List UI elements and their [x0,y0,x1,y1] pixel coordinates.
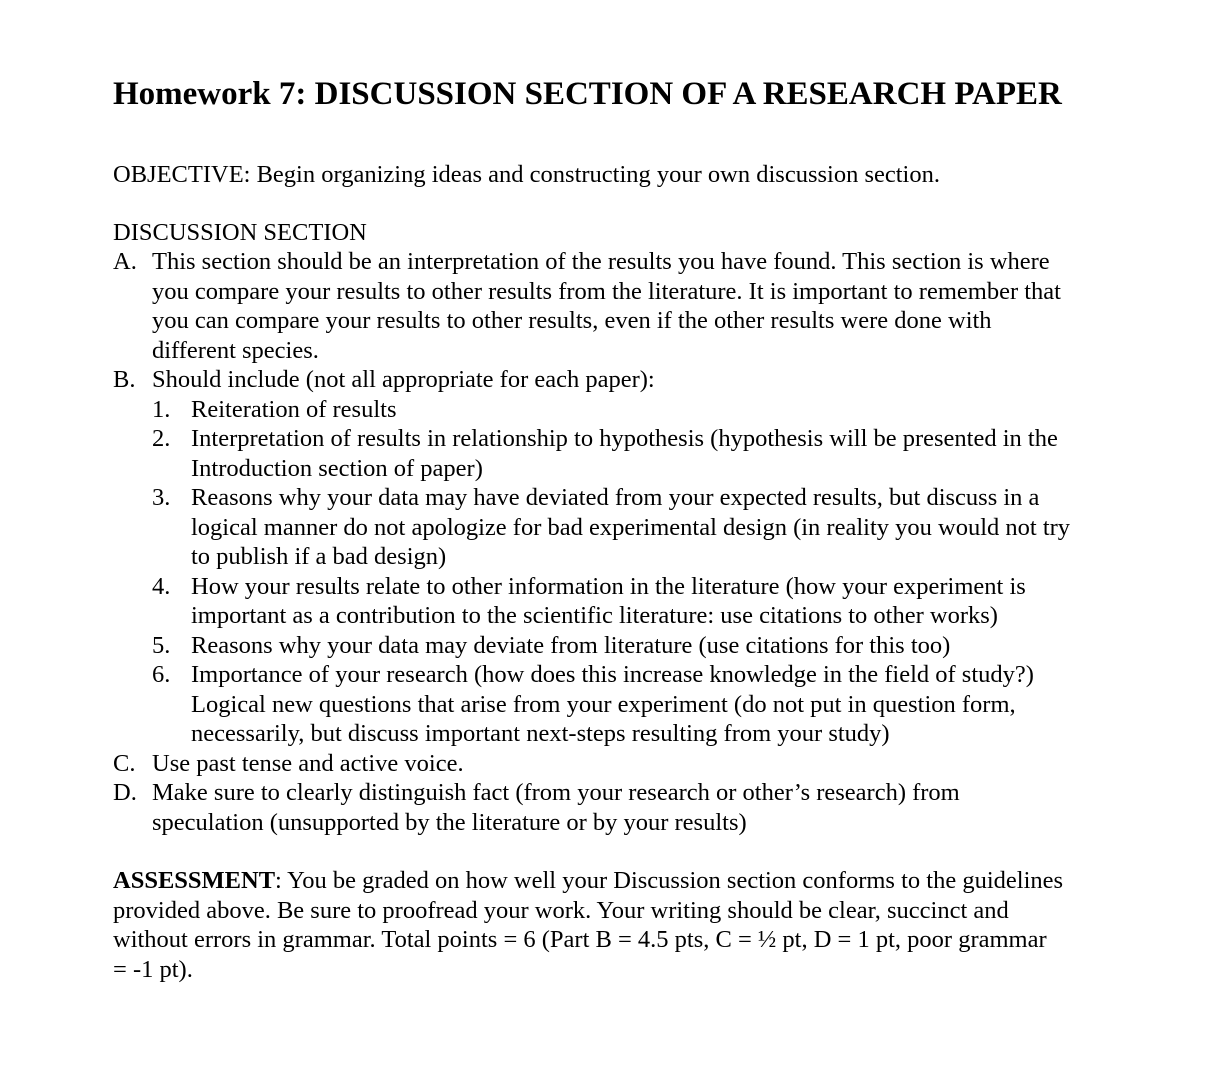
list-item-c [113,749,1113,779]
list-item-d [113,778,1113,837]
list-marker: 6. [152,661,171,688]
assessment-text: : You be graded on how well your Discussion section conforms to the guidelines [275,867,1064,894]
text-line [113,866,1113,896]
text-line: Interpretation of results in relationship to hypothesis (hypothesis will be presented in the [191,425,1058,452]
text-line: important as a contribution to the scientific literature: use citations to other works) [191,602,998,629]
page-title: Homework 7: DISCUSSION SECTION OF A RESEARCH PAPER [113,76,1062,112]
list-marker: D. [113,779,137,806]
text-line: How your results relate to other information in the literature (how your experiment is [191,572,1026,600]
text-line: Use past tense and active voice. [152,749,464,777]
assessment-label: ASSESSMENT [113,867,276,894]
text-line: Should include (not all appropriate for each paper): [152,366,655,393]
document-page [113,72,1113,984]
text-line: Make sure to clearly distinguish fact (from your research or other’s research) from [152,779,960,806]
list-marker: A. [113,248,137,275]
list-item-4 [152,572,1113,631]
list-item-3 [152,483,1113,572]
list-marker: 1. [152,395,171,423]
text-line: Logical new questions that arise from your experiment (do not put in question form, [191,690,1016,718]
text-line: different species. [152,336,319,364]
assessment-paragraph [113,866,1113,984]
list-item-1 [152,395,1113,425]
text-line: necessarily, but discuss important next-steps resulting from your study) [191,720,890,747]
list-marker: 3. [152,484,171,511]
text-line: Importance of your research (how does this increase knowledge in the field of study?) [191,661,1034,688]
text-line: you compare your results to other results from the literature. It is important to remember that [152,277,1061,305]
text-line: Introduction section of paper) [191,454,483,482]
text-line: provided above. Be sure to proofread your work. Your writing should be clear, succinct and [113,896,1009,924]
text-line: to publish if a bad design) [191,543,447,570]
text-line: Reasons why your data may deviate from literature (use citations for this too) [191,631,951,659]
discussion-heading: DISCUSSION SECTION [113,218,367,246]
text-line: Reasons why your data may have deviated from your expected results, but discuss in a [191,484,1040,511]
text-line: without errors in grammar. Total points = 6 (Part B = 4.5 pts, C = ½ pt, D = 1 pt, poor grammar [113,926,1047,953]
text-line: you can compare your results to other results, even if the other results were done with [152,307,992,334]
numbered-list [152,395,1113,749]
list-marker: 4. [152,572,171,600]
list-item-6 [152,660,1113,749]
text-line: speculation (unsupported by the literature or by your results) [152,808,747,836]
text-line: = -1 pt). [113,955,193,983]
list-marker: C. [113,749,136,777]
list-marker: 5. [152,631,171,659]
text-line: logical manner do not apologize for bad experimental design (in reality you would not try [191,513,1071,541]
text-line: This section should be an interpretation of the results you have found. This section is where [152,248,1050,275]
text-line: Reiteration of results [191,395,397,423]
list-item-5 [152,631,1113,661]
list-item-a [113,247,1113,365]
list-marker: B. [113,366,136,393]
objective-text: OBJECTIVE: Begin organizing ideas and constructing your own discussion section. [113,161,940,188]
list-item-b [113,365,1113,749]
list-item-2 [152,424,1113,483]
list-marker: 2. [152,425,171,452]
